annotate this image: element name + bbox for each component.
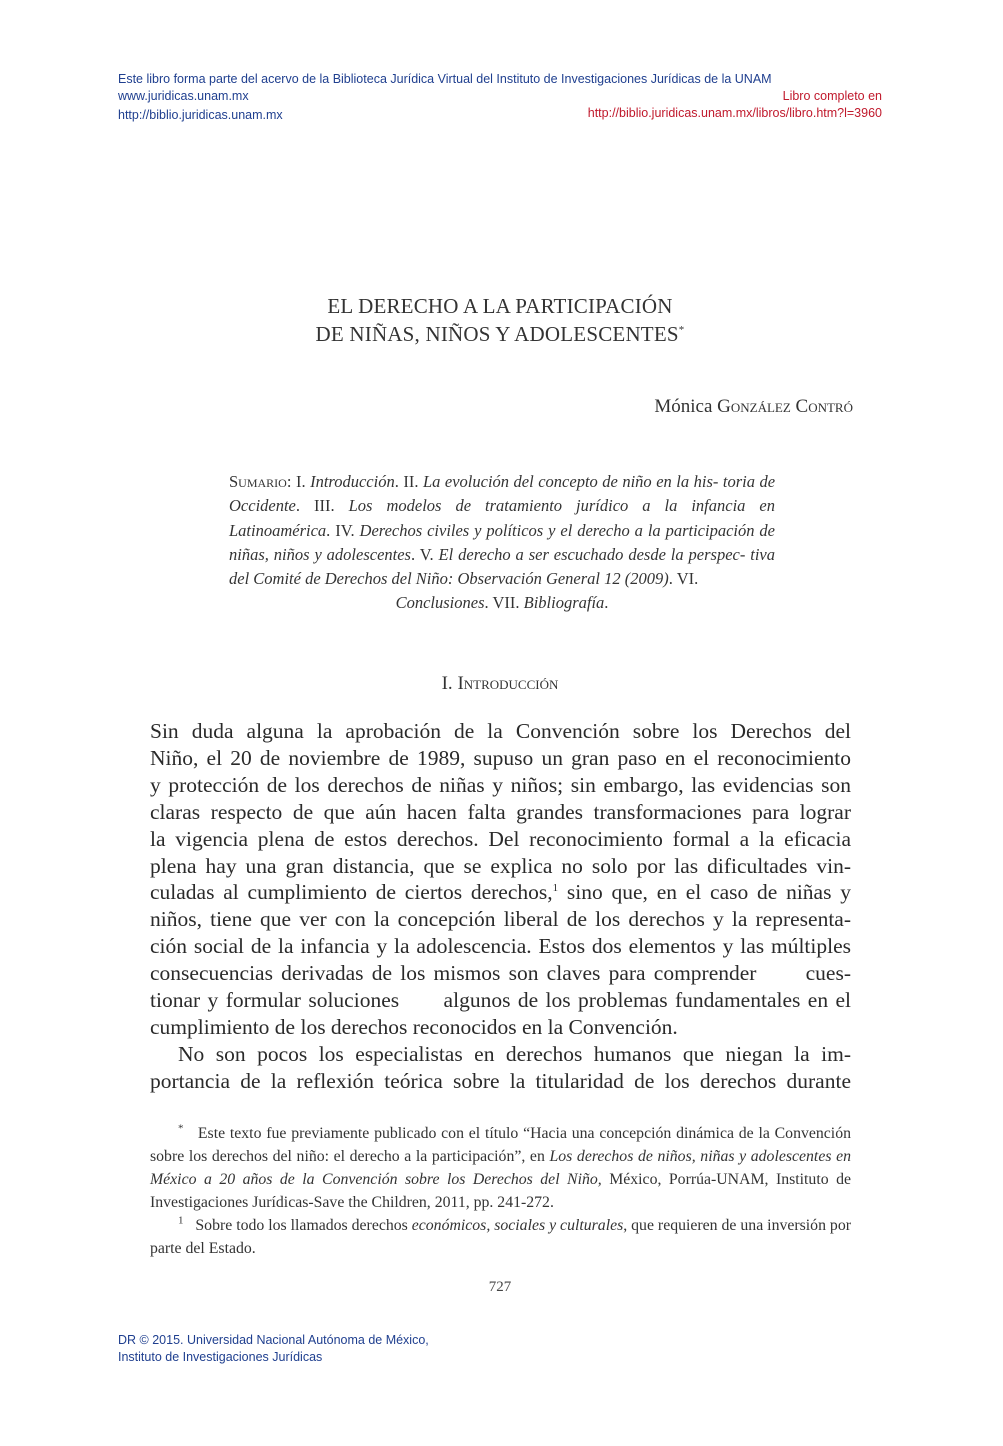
text-line: plena hay una gran distancia, que se explica no solo por las dificultades vin- — [150, 853, 851, 878]
header-complete-book-label: Libro completo en — [782, 89, 882, 103]
author-name — [654, 396, 853, 418]
paragraph — [150, 1041, 851, 1095]
paragraph — [150, 718, 851, 1041]
summary-text: . — [604, 593, 609, 613]
summary-item: El derecho a ser escuchado desde la perspec- — [438, 544, 746, 564]
text-line: tionar y formular soluciones algunos de los problemas fundamentales en el — [150, 988, 851, 1013]
footnote-text: México, Porrúa-UNAM, Instituto de Investigaciones Jurídicas-Save the Children, 2011, pp. 241-272. — [150, 1171, 851, 1211]
text-line: No son pocos los especialistas en derechos humanos que niegan la im- — [178, 1041, 851, 1066]
header-complete-book-link[interactable]: http://biblio.juridicas.unam.mx/libros/libro.htm?l=3960 — [587, 106, 882, 120]
text-line: claras respecto de que aún hacen falta grandes transformaciones para lograr — [150, 799, 851, 824]
text-segment: sino que, en el caso de niñas y — [558, 880, 851, 905]
summary-item: Bibliografía — [523, 593, 605, 613]
footnote-mark: 1 — [178, 1214, 184, 1227]
footnote-book-title: Los derechos de niños, niñas y adolescentes en México a 20 años de la Convención sobre los Derechos del Niño, — [150, 1148, 851, 1188]
chapter-title-line2-text: DE NIÑAS, NIÑOS Y ADOLESCENTES — [315, 322, 679, 346]
footnote-star — [150, 1122, 851, 1214]
text-line: Niño, el 20 de noviembre de 1989, supuso un gran paso en el reconocimiento — [150, 745, 851, 770]
summary-item: La evolución del concepto de niño en la his- — [422, 472, 719, 491]
text-line: la vigencia plena de estos derechos. Del reconocimiento formal a la eficacia — [150, 826, 851, 851]
header-link-juridicas[interactable]: www.juridicas.unam.mx — [118, 89, 249, 103]
header-collection-notice: Este libro forma parte del acervo de la Biblioteca Jurídica Virtual del Instituto de Investigaciones Jurídicas de la UNAM — [118, 72, 772, 86]
footnotes — [150, 1122, 851, 1260]
summary-block — [229, 470, 775, 616]
text-line: Sin duda alguna la aprobación de la Convención sobre los Derechos del — [150, 719, 851, 743]
summary-item: Introducción — [310, 472, 395, 491]
footnote-ref[interactable]: 1 — [552, 882, 559, 895]
section-heading — [150, 673, 850, 695]
chapter-title-line2 — [150, 322, 850, 347]
text-line: niños, tiene que ver con la concepción liberal de los derechos y la representa- — [150, 907, 851, 932]
title-footnote-mark: * — [678, 324, 685, 336]
footer-institute: Instituto de Investigaciones Jurídicas — [118, 1350, 323, 1364]
author-last-name: González Contró — [717, 396, 853, 417]
summary-last-line — [229, 591, 775, 615]
footnote-text: Sobre todo los llamados derechos — [195, 1217, 412, 1234]
footnote-text: Este texto fue previamente publicado con el título “Hacia una concepción dinámica de la Convención sobre los derechos del niño: el derecho a la participación”, en — [150, 1125, 851, 1165]
summary-text: . V. — [410, 544, 434, 564]
page-number: 727 — [488, 1279, 512, 1295]
summary-text: . II. — [394, 472, 419, 491]
summary-item: toria de Occidente — [229, 472, 776, 516]
summary-text: . VI. — [668, 569, 699, 589]
text-line: cumplimiento de los derechos reconocidos en la Convención. — [150, 1014, 678, 1039]
summary-text: . VII. — [484, 593, 520, 613]
summary-item: tiva del Comité de Derechos del Niño: Observación General 12 (2009) — [229, 544, 775, 589]
footnote-1 — [150, 1214, 851, 1260]
summary-item: Derechos civiles y políticos y el derecho a la participación — [359, 520, 755, 540]
body-text — [150, 718, 851, 1095]
summary-text: . IV. — [326, 520, 355, 540]
text-line — [150, 879, 851, 906]
summary-item: Los modelos de tratamiento jurídico a la infancia en — [348, 496, 775, 516]
summary-item: de niñas, niños y adolescentes — [229, 520, 775, 564]
author-first-name: Mónica — [654, 396, 713, 417]
text-line: ción social de la infancia y la adolescencia. Estos dos elementos y las múltiples — [150, 934, 851, 959]
summary-text: I. — [295, 472, 306, 491]
text-line: y protección de los derechos de niñas y niños; sin embargo, las evidencias son — [150, 772, 851, 797]
section-title: Introducción — [457, 673, 559, 694]
header-link-biblio[interactable]: http://biblio.juridicas.unam.mx — [118, 108, 283, 122]
footnote-mark: * — [178, 1122, 184, 1135]
footnote-text: , que requieren de una inversión por parte del Estado. — [150, 1217, 851, 1257]
summary-item: Conclusiones — [395, 593, 485, 613]
summary-text: . III. — [295, 496, 335, 516]
footnote-emphasis: económicos, sociales y culturales — [411, 1217, 624, 1234]
text-segment: culadas al cumplimiento de ciertos derechos, — [150, 880, 553, 905]
chapter-title-line1: EL DERECHO A LA PARTICIPACIÓN — [327, 294, 673, 318]
summary-label: Sumario: — [229, 472, 292, 491]
text-line: portancia de la reflexión teórica sobre la titularidad de los derechos durante — [150, 1068, 851, 1093]
footer-copyright: DR © 2015. Universidad Nacional Autónoma de México, — [118, 1333, 429, 1347]
summary-item: Latinoamérica — [229, 520, 327, 540]
section-number: I. — [441, 673, 453, 694]
text-line: consecuencias derivadas de los mismos son claves para comprender cues- — [150, 961, 851, 986]
